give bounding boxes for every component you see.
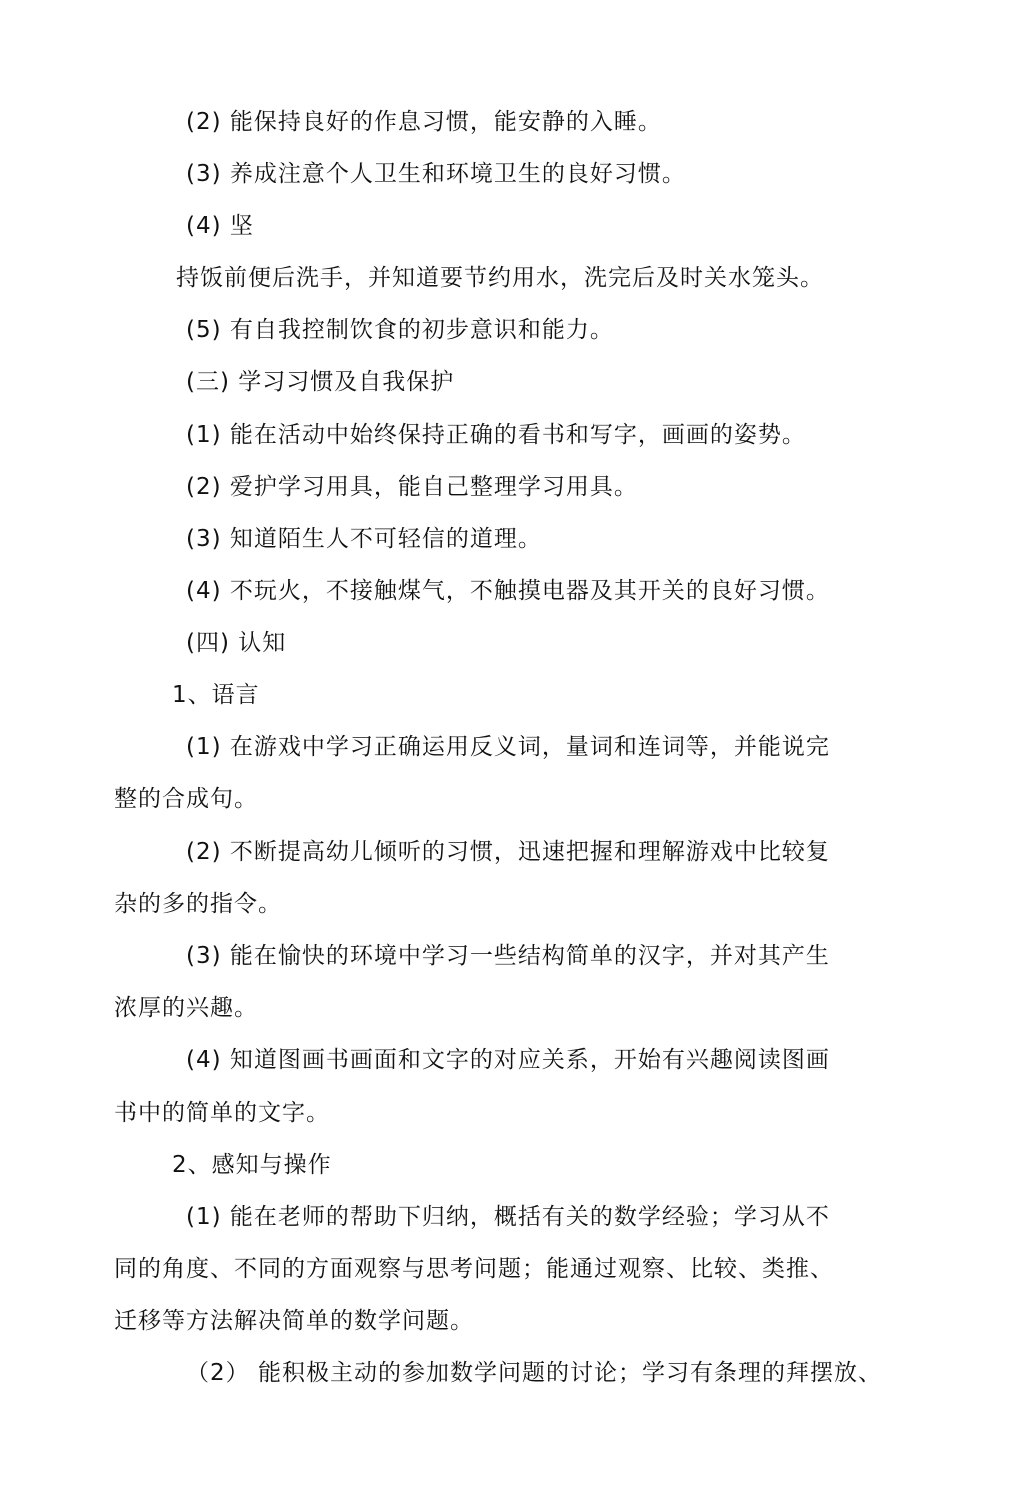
text-line: 浓厚的兴趣。 (114, 995, 258, 1021)
subsection-heading: 2、感知与操作 (172, 1152, 332, 1178)
section-heading: (四) 认知 (186, 630, 287, 656)
text-line: 持饭前便后洗手，并知道要节约用水，洗完后及时关水笼头。 (176, 265, 824, 291)
text-line: （2） 能积极主动的参加数学问题的讨论；学习有条理的拜摆放、 (186, 1360, 882, 1386)
text-line: (2) 爱护学习用具，能自己整理学习用具。 (186, 474, 638, 500)
text-line: (3) 知道陌生人不可轻信的道理。 (186, 526, 542, 552)
text-line: (1) 能在老师的帮助下归纳，概括有关的数学经验；学习从不 (186, 1204, 830, 1230)
text-line: 迁移等方法解决简单的数学问题。 (114, 1308, 474, 1334)
text-line: (3) 养成注意个人卫生和环境卫生的良好习惯。 (186, 161, 686, 187)
text-line: (2) 能保持良好的作息习惯，能安静的入睡。 (186, 109, 662, 135)
text-line: (1) 能在活动中始终保持正确的看书和写字，画画的姿势。 (186, 422, 806, 448)
text-line: (4) 坚 (186, 213, 254, 239)
text-line: (1) 在游戏中学习正确运用反义词，量词和连词等，并能说完 (186, 734, 830, 760)
text-line: 整的合成句。 (114, 786, 258, 812)
text-line: (5) 有自我控制饮食的初步意识和能力。 (186, 317, 614, 343)
text-line: 书中的简单的文字。 (114, 1100, 330, 1126)
text-line: (4) 知道图画书画面和文字的对应关系，开始有兴趣阅读图画 (186, 1047, 830, 1073)
text-line: 同的角度、不同的方面观察与思考问题；能通过观察、比较、类推、 (114, 1256, 834, 1282)
text-line: (3) 能在愉快的环境中学习一些结构简单的汉字，并对其产生 (186, 943, 830, 969)
section-heading: (三) 学习习惯及自我保护 (186, 369, 455, 395)
text-line: 杂的多的指令。 (114, 891, 282, 917)
text-line: (4) 不玩火，不接触煤气，不触摸电器及其开关的良好习惯。 (186, 578, 830, 604)
text-line: (2) 不断提高幼儿倾听的习惯，迅速把握和理解游戏中比较复 (186, 839, 830, 865)
subsection-heading: 1、语言 (172, 682, 260, 708)
